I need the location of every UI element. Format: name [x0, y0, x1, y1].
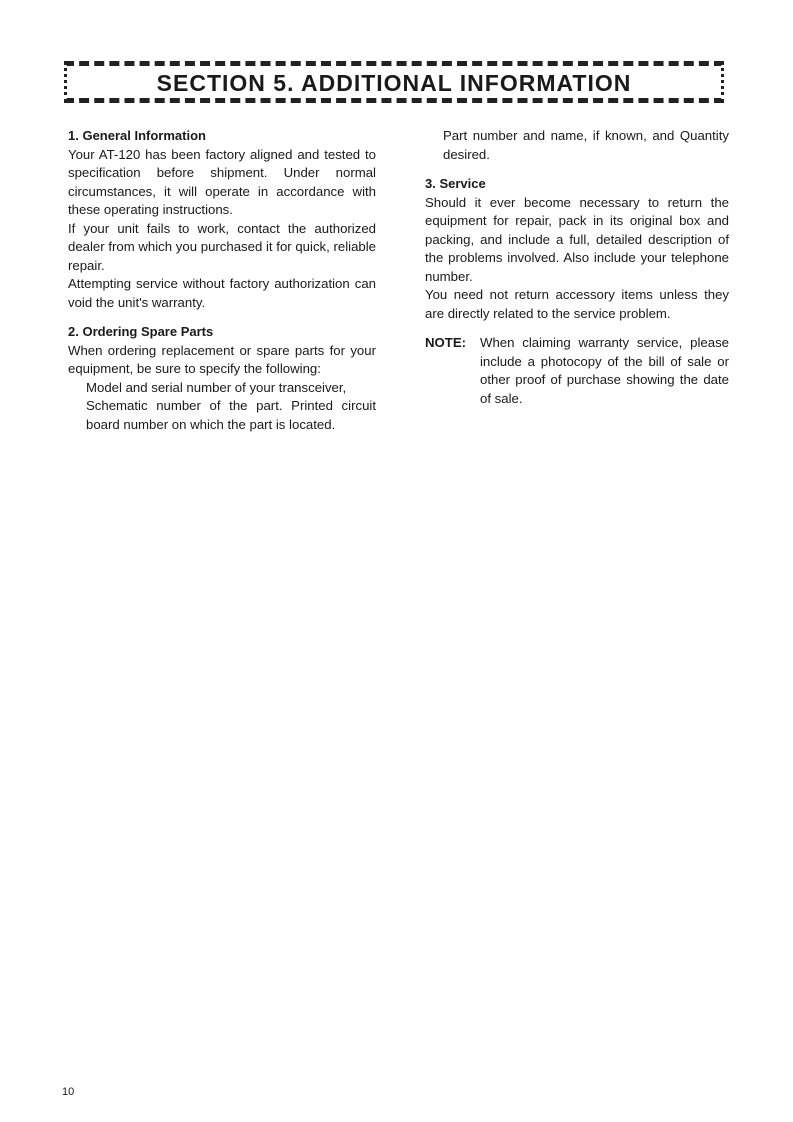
service-paragraph-1: Should it ever become necessary to return the equipment for repair, pack in its original box and packing, and include a full, detailed description of the problems involved. Also include your telephone number.	[425, 194, 729, 284]
general-info-paragraph-1: Your AT-120 has been factory aligned and tested to specification before shipment. Under normal circumstances, it will operate in accordance with these operating instructions.	[68, 146, 376, 217]
left-column	[68, 127, 376, 434]
right-column	[425, 127, 729, 408]
page-number: 10	[62, 1086, 75, 1098]
general-info-heading: 1. General Information	[68, 128, 206, 143]
spare-parts-item-schematic: Schematic number of the part. Printed circuit board number on which the part is located.	[86, 398, 376, 432]
service-heading: 3. Service	[425, 176, 486, 191]
warranty-note	[425, 334, 729, 408]
spare-parts-intro: When ordering replacement or spare parts for your equipment, be sure to specify the following:	[68, 342, 376, 376]
service-paragraph-2: You need not return accessory items unless they are directly related to the service problem.	[425, 287, 729, 321]
spare-parts-item-model: Model and serial number of your transceiver,	[86, 379, 347, 395]
note-label: NOTE:	[425, 335, 467, 350]
page-title: SECTION 5. ADDITIONAL INFORMATION	[156, 70, 632, 96]
spare-parts-item-part-number: Part number and name, if known, and Quantity desired.	[443, 128, 729, 162]
spare-parts-heading: 2. Ordering Spare Parts	[68, 324, 214, 339]
section-banner	[64, 61, 724, 103]
general-info-paragraph-2: If your unit fails to work, contact the authorized dealer from which you purchased it for quick, reliable repair.	[68, 220, 376, 273]
note-text: When claiming warranty service, please include a photocopy of the bill of sale or other proof of purchase showing the date of sale.	[480, 335, 729, 406]
general-info-paragraph-3: Attempting service without factory authorization can void the unit's warranty.	[68, 276, 376, 310]
